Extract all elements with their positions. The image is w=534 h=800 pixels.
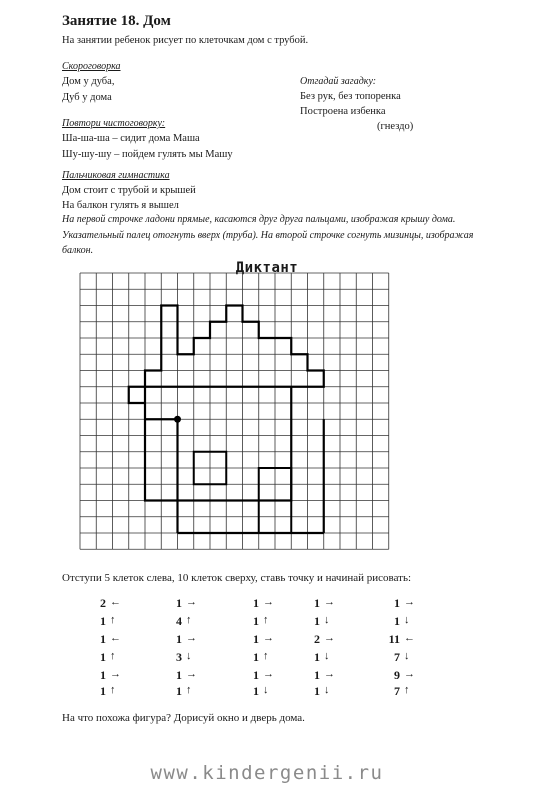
footer-site: www.kindergenii.ru (150, 762, 384, 784)
arrow-icon: ↑ (186, 684, 192, 696)
arrow-icon: ↓ (263, 684, 269, 696)
page-subtitle: На занятии ребенок рисует по клеточкам дом с трубой. (62, 35, 309, 46)
arrow-icon: ↑ (110, 684, 116, 696)
command-count: 1 (253, 668, 259, 682)
arrow-icon: → (110, 668, 121, 680)
dictant-command (245, 668, 285, 684)
page-title: Занятие 18. Дом (62, 13, 171, 29)
finger-gym-note: На первой строчке ладони прямые, касаются друг друга пальцами, изображая крышу дома. Указательный палец отогнуть вверх (труба). На второй строчке согнуть мизинцы, изображая балкон. (62, 214, 474, 256)
command-count: 1 (176, 684, 182, 698)
arrow-icon: → (186, 632, 197, 644)
command-count: 1 (314, 596, 320, 610)
dictant-command (386, 684, 426, 700)
command-count: 2 (314, 632, 320, 646)
dictant-command (386, 596, 426, 612)
dictant-command (306, 650, 346, 666)
command-count: 1 (176, 596, 182, 610)
arrow-icon: → (324, 632, 335, 644)
arrow-icon: → (263, 668, 274, 680)
dictant-command (245, 650, 285, 666)
dictant-command (92, 650, 132, 666)
arrow-icon: ↓ (324, 650, 330, 662)
dictant-command (92, 684, 132, 700)
command-count: 1 (253, 614, 259, 628)
dictant-command (92, 632, 132, 648)
dictant-command (168, 668, 208, 684)
dictant-command (92, 596, 132, 612)
arrow-icon: ↑ (263, 614, 269, 626)
pure-talk-heading: Повтори чистоговорку: (62, 118, 166, 129)
command-count: 1 (176, 632, 182, 646)
arrow-icon: → (404, 668, 415, 680)
dictant-command (306, 614, 346, 630)
command-count: 1 (100, 632, 106, 646)
dictant-command (245, 614, 285, 630)
arrow-icon: → (263, 632, 274, 644)
dictant-command (386, 614, 426, 630)
dictant-command (306, 596, 346, 612)
dictant-title: Диктант (235, 260, 299, 276)
arrow-icon: ↓ (324, 614, 330, 626)
arrow-icon: ↓ (324, 684, 330, 696)
command-count: 1 (253, 684, 259, 698)
pure-talk-line: Ша-ша-ша – сидит дома Маша (62, 133, 200, 144)
dictant-command (306, 668, 346, 684)
arrow-icon: → (263, 596, 274, 608)
riddle-heading: Отгадай загадку: (300, 76, 377, 87)
dictant-command (168, 596, 208, 612)
arrow-icon: → (324, 668, 335, 680)
command-count: 1 (100, 684, 106, 698)
command-count: 1 (314, 614, 320, 628)
dictant-command (168, 684, 208, 700)
dictant-command (92, 668, 132, 684)
dictant-command (386, 668, 426, 684)
tongue-twister-line: Дуб у дома (62, 92, 112, 103)
command-count: 1 (100, 614, 106, 628)
riddle-line: Построена избенка (300, 106, 386, 117)
arrow-icon: ↓ (404, 650, 410, 662)
command-count: 1 (394, 614, 400, 628)
arrow-icon: → (324, 596, 335, 608)
dictant-command (168, 632, 208, 648)
arrow-icon: ↑ (110, 650, 116, 662)
tongue-twister-line: Дом у дуба, (62, 76, 115, 87)
start-point (174, 416, 181, 423)
finger-gym-line: На балкон гулять я вышел (62, 200, 179, 211)
dictant-command (306, 632, 346, 648)
dictant-command (245, 596, 285, 612)
dictant-command (306, 684, 346, 700)
arrow-icon: → (404, 596, 415, 608)
dictant-command (92, 614, 132, 630)
arrow-icon: ← (110, 596, 121, 608)
arrow-icon: ↓ (404, 614, 410, 626)
arrow-icon: ↑ (186, 614, 192, 626)
command-count: 1 (100, 668, 106, 682)
dictant-command (168, 650, 208, 666)
riddle-line: Без рук, без топоренка (300, 91, 401, 102)
arrow-icon: ↓ (186, 650, 192, 662)
dictant-command (386, 650, 426, 666)
arrow-icon: ↑ (110, 614, 116, 626)
riddle-answer: (гнездо) (377, 121, 414, 132)
command-count: 1 (253, 650, 259, 664)
command-count: 1 (314, 668, 320, 682)
finger-gym-line: Дом стоит с трубой и крышей (62, 185, 196, 196)
finger-gym-heading: Пальчиковая гимнастика (62, 170, 170, 181)
arrow-icon: ↑ (263, 650, 269, 662)
tongue-twister-heading: Скороговорка (62, 61, 121, 72)
command-count: 11 (388, 632, 400, 646)
arrow-icon: → (186, 668, 197, 680)
dictant-command (245, 632, 285, 648)
command-count: 3 (176, 650, 182, 664)
command-count: 2 (100, 596, 106, 610)
command-count: 1 (314, 684, 320, 698)
arrow-icon: ← (404, 632, 415, 644)
dictant-instruction: Отступи 5 клеток слева, 10 клеток сверху, ставь точку и начинай рисовать: (62, 572, 412, 584)
command-count: 7 (394, 650, 400, 664)
command-count: 4 (176, 614, 182, 628)
command-count: 1 (253, 632, 259, 646)
arrow-icon: ↑ (404, 684, 410, 696)
command-count: 1 (100, 650, 106, 664)
dictant-question: На что похожа фигура? Дорисуй окно и дверь дома. (62, 712, 305, 724)
arrow-icon: → (186, 596, 197, 608)
pure-talk-line: Шу-шу-шу – пойдем гулять мы Машу (62, 149, 233, 160)
dictant-command (245, 684, 285, 700)
dictant-command (386, 632, 426, 648)
arrow-icon: ← (110, 632, 121, 644)
command-count: 1 (314, 650, 320, 664)
command-count: 9 (394, 668, 400, 682)
command-count: 7 (394, 684, 400, 698)
command-count: 1 (253, 596, 259, 610)
dictant-command (168, 614, 208, 630)
command-count: 1 (394, 596, 400, 610)
command-count: 1 (176, 668, 182, 682)
